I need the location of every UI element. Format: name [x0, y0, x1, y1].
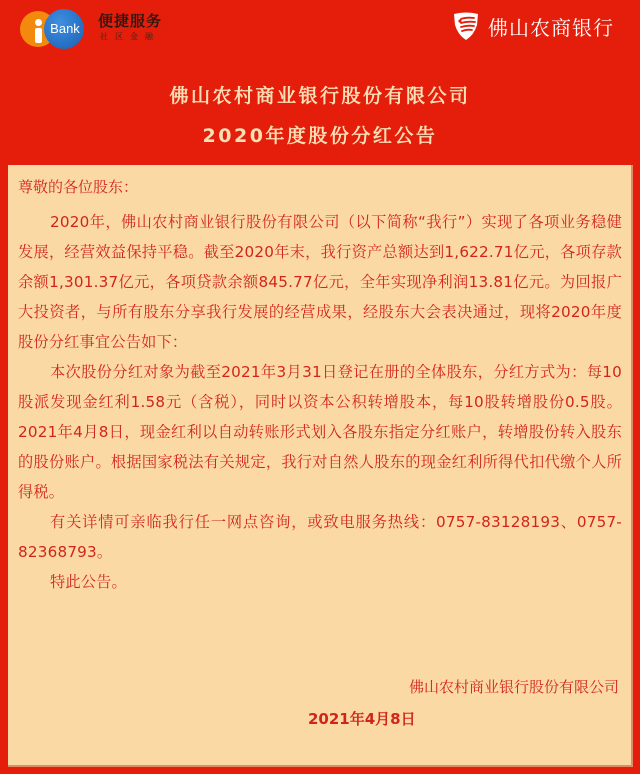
ibank-title: 便捷服务	[98, 12, 163, 30]
signature-block	[409, 673, 619, 701]
paragraph-contact-hotline: 有关详情可亲临我行任一网点咨询，或致电服务热线：0757-83128193、0757-82368793。	[18, 513, 622, 561]
paragraph-closing: 特此公告。	[50, 573, 127, 591]
announcement-body-panel	[8, 165, 633, 767]
ibank-subtitle: 社区金融	[100, 32, 160, 41]
ibank-bank-badge: Bank	[44, 9, 84, 49]
bank-brand	[452, 10, 614, 42]
signature-organization: 佛山农村商业银行股份有限公司	[408, 678, 619, 696]
signature-date: 2021年4月8日	[308, 710, 416, 728]
salutation: 尊敬的各位股东：	[18, 178, 139, 196]
i-dot-icon	[35, 19, 42, 26]
dragon-shield-icon	[452, 11, 480, 41]
company-name-heading: 佛山农村商业银行股份有限公司	[169, 85, 471, 107]
ibank-slogan	[98, 12, 162, 44]
paragraph-performance: 2020年，佛山农村商业银行股份有限公司（以下简称“我行”）实现了各项业务稳健发展，经营效益保持平稳。截至2020年末，我行资产总额达到1,622.71亿元，各项存款余额1,301.37亿元，各项贷款余额845.77亿元，全年实现净利润13.81亿元。为回报广大投资者，与所有股东分享我行发展的经营成果，经股东大会表决通过，现将2020年度股份分红事宜公告如下：	[18, 213, 622, 351]
announcement-title	[0, 82, 640, 150]
ibank-logo	[20, 9, 94, 49]
i-stem-icon	[35, 28, 42, 43]
bank-name: 佛山农商银行	[488, 15, 614, 40]
notice-heading: 2020年度股份分红公告	[202, 125, 438, 147]
letter-content	[18, 177, 622, 597]
paragraph-dividend-plan: 本次股份分红对象为截至2021年3月31日登记在册的全体股东，分红方式为：每10股派发现金红利1.58元（含税），同时以资本公积转增股本，每10股转增股份0.5股。2021年4月8日，现金红利以自动转账形式划入各股东指定分红账户，转增股份转入股东的股份账户。根据国家税法有关规定，我行对自然人股东的现金红利所得代扣代缴个人所得税。	[18, 363, 622, 501]
header-bar	[0, 0, 640, 60]
